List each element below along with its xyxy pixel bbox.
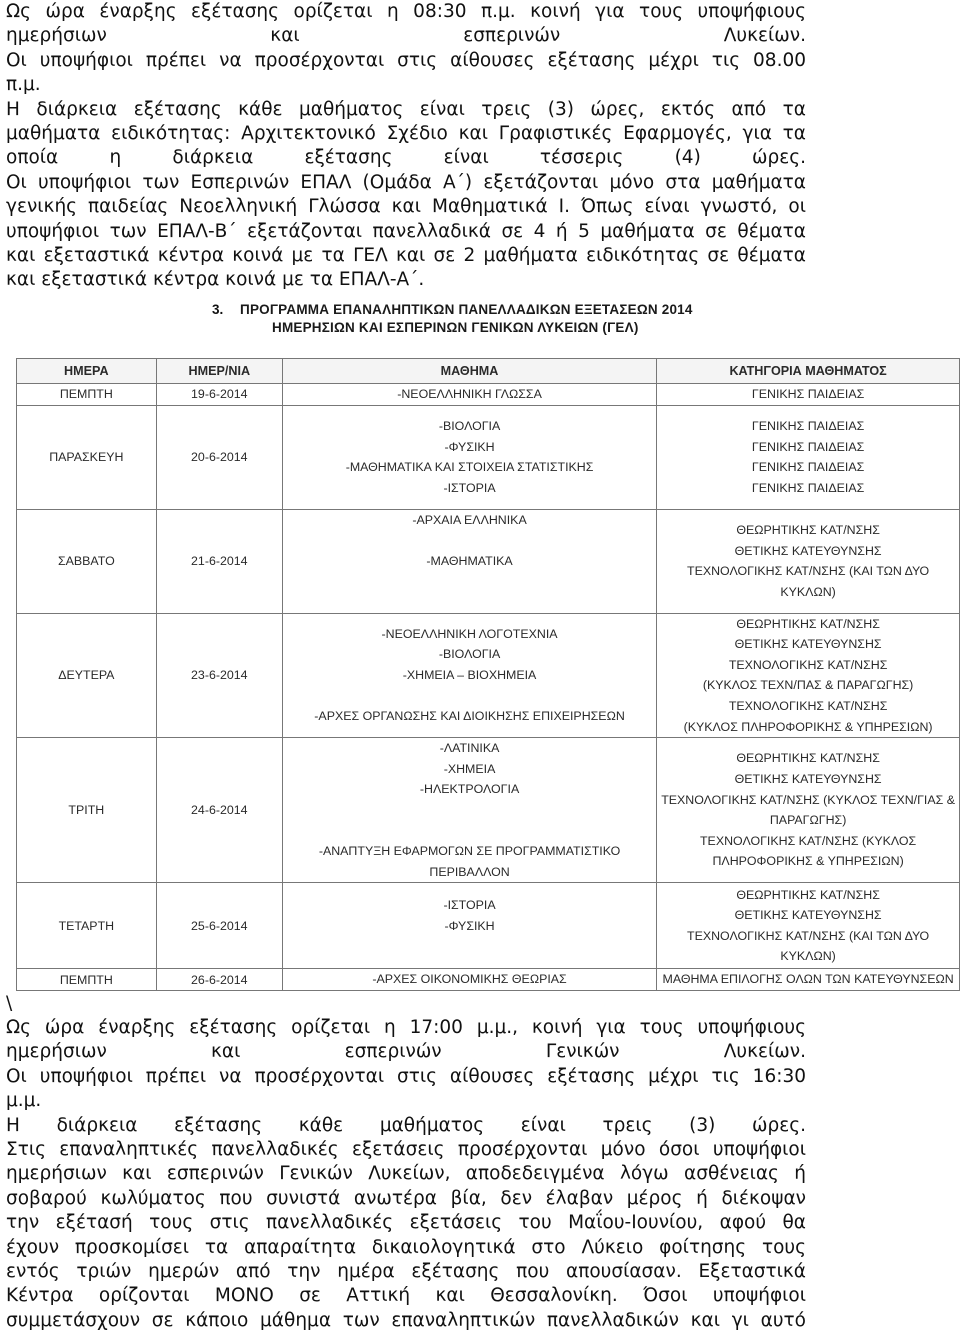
- category-line: (ΚΥΚΛΟΣ ΠΛΗΡΟΦΟΡΙΚΗΣ & ΥΠΗΡΕΣΙΩΝ): [683, 719, 933, 734]
- text-line: Η διάρκεια εξέτασης κάθε μαθήματος είναι τρεις (3) ώρες.: [6, 1114, 806, 1136]
- text-line: εντός τριών ημερών από την ημέρα εξέτασης που απουσίασαν. Εξεταστικά: [6, 1261, 806, 1283]
- row-date: 19-6-2014: [156, 384, 282, 406]
- schedule-row: [17, 738, 960, 883]
- text-line: γενικής παιδείας Νεοελληνική Γλώσσα και Μαθηματικά Ι. Όπως είναι γνωστό, οι: [6, 196, 806, 218]
- subject-line: -ΝΕΟΕΛΛΗΝΙΚΗ ΛΟΓΟΤΕΧΝΙΑ: [381, 626, 558, 641]
- category-line: ΚΥΚΛΩΝ): [780, 584, 836, 599]
- row-categories: [657, 883, 960, 969]
- subject-line: [285, 800, 654, 821]
- separator-mark: \: [6, 993, 13, 1014]
- row-day: ΤΡΙΤΗ: [17, 738, 157, 883]
- text-line: μ.μ.: [6, 1090, 42, 1112]
- category-line: ΤΕΧΝΟΛΟΓΙΚΗΣ ΚΑΤ/ΝΣΗΣ (ΚΥΚΛΟΣ: [699, 833, 917, 848]
- schedule-row: [17, 883, 960, 969]
- text-line: Κέντρα ορίζονται ΜΟΝΟ σε Αττική και Θεσσαλονίκη. Όσοι υποψήφιοι: [6, 1285, 806, 1307]
- text-line: Οι υποψήφιοι πρέπει να προσέρχονται στις αίθουσες εξέτασης μέχρι τις 08.00: [6, 49, 806, 71]
- exam-schedule-image: [16, 290, 960, 990]
- category-line: ΤΕΧΝΟΛΟΓΙΚΗΣ ΚΑΤ/ΝΣΗΣ (ΚΑΙ ΤΩΝ ΔΥΟ: [687, 564, 930, 579]
- subject-line: -ΑΡΧΕΣ ΟΡΓΑΝΩΣΗΣ ΚΑΙ ΔΙΟΙΚΗΣΗΣ ΕΠΙΧΕΙΡΗΣΕΩΝ: [314, 709, 625, 724]
- text-line: μαθήματα ειδικότητας: Αρχιτεκτονικό Σχέδιο και Γραφιστικές Εφαρμογές, για τα: [6, 123, 806, 145]
- subject-line: -ΑΡΧΕΣ ΟΙΚΟΝΟΜΙΚΗΣ ΘΕΩΡΙΑΣ: [372, 972, 567, 987]
- subject-line: -ΧΗΜΕΙΑ – ΒΙΟΧΗΜΕΙΑ: [402, 668, 537, 683]
- text-line: συμμετάσχουν σε κάποιο μάθημα των επαναληπτικών πανελλαδικών και γι αυτό: [6, 1309, 806, 1331]
- text-line: έχουν προσκομίσει τα απαραίτητα δικαιολογητικά στο Λύκειο φοίτησης τους: [6, 1236, 806, 1258]
- row-subjects: [282, 509, 656, 613]
- evening-paragraph: [6, 1016, 806, 1333]
- schedule-number: 3.: [212, 302, 224, 317]
- category-line: ΓΕΝΙΚΗΣ ΠΑΙΔΕΙΑΣ: [751, 418, 865, 433]
- header-category: ΚΑΤΗΓΟΡΙΑ ΜΑΘΗΜΑΤΟΣ: [657, 359, 960, 384]
- text-line: π.μ.: [6, 74, 41, 96]
- row-date: 23-6-2014: [156, 613, 282, 738]
- category-line: ΘΕΩΡΗΤΙΚΗΣ ΚΑΤ/ΝΣΗΣ: [736, 522, 880, 537]
- subject-line: [285, 936, 654, 957]
- subject-line: -ΒΙΟΛΟΓΙΑ: [438, 647, 501, 662]
- subject-line: -ΜΑΘΗΜΑΤΙΚΑ ΚΑΙ ΣΤΟΙΧΕΙΑ ΣΤΑΤΙΣΤΙΚΗΣ: [345, 460, 594, 475]
- row-date: 26-6-2014: [156, 969, 282, 991]
- category-line: ΤΕΧΝΟΛΟΓΙΚΗΣ ΚΑΤ/ΝΣΗΣ (ΚΑΙ ΤΩΝ ΔΥΟ: [687, 928, 930, 943]
- text-line: Στις επαναληπτικές πανελλαδικές εξετάσεις προσέρχονται μόνο όσοι υποψήφιοι: [6, 1139, 806, 1161]
- subject-line: -ΒΙΟΛΟΓΙΑ: [438, 418, 501, 433]
- row-subjects: [282, 883, 656, 969]
- text-line: ημερήσιων και εσπερινών Γενικών Λυκείων, αποδεδειγμένα λόγω ασθένειας ή: [6, 1163, 806, 1185]
- row-subjects: [282, 613, 656, 738]
- row-date: 20-6-2014: [156, 405, 282, 509]
- subject-line: -ΧΗΜΕΙΑ: [443, 761, 496, 776]
- subject-line: -ΝΕΟΕΛΛΗΝΙΚΗ ΓΛΩΣΣΑ: [397, 387, 542, 401]
- row-categories: [657, 509, 960, 613]
- text-line: Η διάρκεια εξέτασης κάθε μαθήματος είναι τρεις (3) ώρες, εκτός από τα: [6, 98, 806, 120]
- category-line: ΠΛΗΡΟΦΟΡΙΚΗΣ & ΥΠΗΡΕΣΙΩΝ): [712, 854, 904, 869]
- category-line: ΓΕΝΙΚΗΣ ΠΑΙΔΕΙΑΣ: [751, 439, 865, 454]
- subject-line: -ΙΣΤΟΡΙΑ: [443, 897, 496, 912]
- text-line: Ως ώρα έναρξης εξέτασης ορίζεται η 08:30 π.μ. κοινή για τους υποψήφιους: [6, 1, 806, 22]
- subject-line: [285, 571, 654, 592]
- row-day: ΠΕΜΠΤΗ: [17, 969, 157, 991]
- category-line: ΓΕΝΙΚΗΣ ΠΑΙΔΕΙΑΣ: [751, 460, 865, 475]
- schedule-row: [17, 613, 960, 738]
- row-subjects: [282, 969, 656, 991]
- category-line: ΤΕΧΝΟΛΟΓΙΚΗΣ ΚΑΤ/ΝΣΗΣ (ΚΥΚΛΟΣ ΤΕΧΝ/ΓΙΑΣ &: [661, 792, 955, 807]
- text-line: Ως ώρα έναρξης εξέτασης ορίζεται η 17:00 μ.μ., κοινή για τους υποψήφιους: [6, 1017, 806, 1038]
- schedule-subtitle: ΗΜΕΡΗΣΙΩΝ ΚΑΙ ΕΣΠΕΡΙΝΩΝ ΓΕΝΙΚΩΝ ΛΥΚΕΙΩΝ (ΓΕΛ): [272, 320, 639, 335]
- text-line: υποψήφιοι των ΕΠΑΛ-Β΄ εξετάζονται πανελλαδικά σε 4 ή 5 μαθήματα σε θέματα: [6, 220, 806, 242]
- schedule-body: [17, 384, 960, 991]
- text-line: σοβαρού κωλύματος που συνιστά ανωτέρα βία, δεν έλαβαν μέρος ή διέκοψαν: [6, 1187, 806, 1209]
- intro-paragraph: [6, 0, 806, 293]
- row-categories: [657, 738, 960, 883]
- category-line: ΘΕΩΡΗΤΙΚΗΣ ΚΑΤ/ΝΣΗΣ: [736, 751, 880, 766]
- category-line: ΘΕΤΙΚΗΣ ΚΑΤΕΥΘΥΝΣΗΣ: [734, 637, 882, 652]
- text-line: οποία η διάρκεια εξέτασης είναι τέσσερις (4) ώρες.: [6, 147, 806, 169]
- row-date: 25-6-2014: [156, 883, 282, 969]
- subject-line: -ΗΛΕΚΤΡΟΛΟΓΙΑ: [419, 782, 520, 797]
- category-line: ΓΕΝΙΚΗΣ ΠΑΙΔΕΙΑΣ: [751, 387, 865, 401]
- subject-line: [285, 821, 654, 842]
- schedule-header-row: [17, 359, 960, 384]
- row-day: ΔΕΥΤΕΡΑ: [17, 613, 157, 738]
- schedule-row: [17, 969, 960, 991]
- header-date: ΗΜΕΡ/ΝΙΑ: [156, 359, 282, 384]
- text-line: και εξεταστικά κέντρα κοινά με τα ΕΠΑΛ-Α΄.: [6, 269, 425, 291]
- text-line: Οι υποψήφιοι των Εσπερινών ΕΠΑΛ (Ομάδα Α΄) εξετάζονται μόνο στα μαθήματα: [6, 171, 806, 193]
- subject-line: -ΦΥΣΙΚΗ: [444, 918, 495, 933]
- subject-line: -ΑΡΧΑΙΑ ΕΛΛΗΝΙΚΑ: [412, 512, 527, 527]
- category-line: (ΚΥΚΛΟΣ ΤΕΧΝ/ΠΑΣ & ΠΑΡΑΓΩΓΗΣ): [702, 678, 914, 693]
- subject-line: [285, 686, 654, 707]
- row-categories: [657, 405, 960, 509]
- schedule-row: [17, 405, 960, 509]
- row-day: ΠΑΡΑΣΚΕΥΗ: [17, 405, 157, 509]
- category-line: ΤΕΧΝΟΛΟΓΙΚΗΣ ΚΑΤ/ΝΣΗΣ: [728, 657, 888, 672]
- category-line: ΘΕΤΙΚΗΣ ΚΑΤΕΥΘΥΝΣΗΣ: [734, 772, 882, 787]
- schedule-row: [17, 509, 960, 613]
- text-line: ημερήσιων και εσπερινών Λυκείων.: [6, 25, 806, 47]
- subject-line: ΠΕΡΙΒΑΛΛΟΝ: [429, 864, 510, 879]
- subject-line: -ΛΑΤΙΝΙΚΑ: [439, 741, 500, 756]
- row-categories: [657, 384, 960, 406]
- subject-line: -ΜΑΘΗΜΑΤΙΚΑ: [426, 553, 513, 568]
- row-subjects: [282, 405, 656, 509]
- category-line: ΘΕΤΙΚΗΣ ΚΑΤΕΥΘΥΝΣΗΣ: [734, 543, 882, 558]
- subject-line: -ΑΝΑΠΤΥΞΗ ΕΦΑΡΜΟΓΩΝ ΣΕ ΠΡΟΓΡΑΜΜΑΤΙΣΤΙΚΟ: [318, 844, 621, 859]
- subject-line: [285, 592, 654, 613]
- text-line: Οι υποψήφιοι πρέπει να προσέρχονται στις αίθουσες εξέτασης μέχρι τις 16:30: [6, 1065, 806, 1087]
- text-line: και εξεταστικά κέντρα κοινά με τα ΓΕΛ και σε 2 μαθήματα ειδικότητας σε θέματα: [6, 245, 806, 267]
- subject-line: -ΙΣΤΟΡΙΑ: [443, 480, 496, 495]
- row-day: ΣΑΒΒΑΤΟ: [17, 509, 157, 613]
- row-subjects: [282, 384, 656, 406]
- row-day: ΤΕΤΑΡΤΗ: [17, 883, 157, 969]
- category-line: ΚΥΚΛΩΝ): [780, 949, 836, 964]
- text-line: ημερήσιων και εσπερινών Γενικών Λυκείων.: [6, 1041, 806, 1063]
- category-line: ΜΑΘΗΜΑ ΕΠΙΛΟΓΗΣ ΟΛΩΝ ΤΩΝ ΚΑΤΕΥΘΥΝΣΕΩΝ: [662, 972, 954, 987]
- subject-line: -ΦΥΣΙΚΗ: [444, 439, 495, 454]
- category-line: ΘΕΤΙΚΗΣ ΚΑΤΕΥΘΥΝΣΗΣ: [734, 908, 882, 923]
- schedule-table: [16, 358, 960, 991]
- category-line: ΠΑΡΑΓΩΓΗΣ): [769, 813, 847, 828]
- row-date: 24-6-2014: [156, 738, 282, 883]
- header-day: ΗΜΕΡΑ: [17, 359, 157, 384]
- row-categories: [657, 969, 960, 991]
- category-line: ΘΕΩΡΗΤΙΚΗΣ ΚΑΤ/ΝΣΗΣ: [736, 616, 880, 631]
- row-categories: [657, 613, 960, 738]
- category-line: ΓΕΝΙΚΗΣ ΠΑΙΔΕΙΑΣ: [751, 480, 865, 495]
- row-day: ΠΕΜΠΤΗ: [17, 384, 157, 406]
- schedule-row: [17, 384, 960, 406]
- category-line: ΤΕΧΝΟΛΟΓΙΚΗΣ ΚΑΤ/ΝΣΗΣ: [728, 698, 888, 713]
- header-subject: ΜΑΘΗΜΑ: [282, 359, 656, 384]
- row-date: 21-6-2014: [156, 509, 282, 613]
- schedule-title: ΠΡΟΓΡΑΜΜΑ ΕΠΑΝΑΛΗΠΤΙΚΩΝ ΠΑΝΕΛΛΑΔΙΚΩΝ ΕΞΕΤΑΣΕΩΝ 2014: [240, 302, 693, 317]
- subject-line: [285, 530, 654, 551]
- text-line: την εξέτασή τους στις πανελλαδικές εξετάσεις του Μαΐου-Ιουνίου, αφού θα: [6, 1212, 806, 1234]
- row-subjects: [282, 738, 656, 883]
- category-line: ΘΕΩΡΗΤΙΚΗΣ ΚΑΤ/ΝΣΗΣ: [736, 887, 880, 902]
